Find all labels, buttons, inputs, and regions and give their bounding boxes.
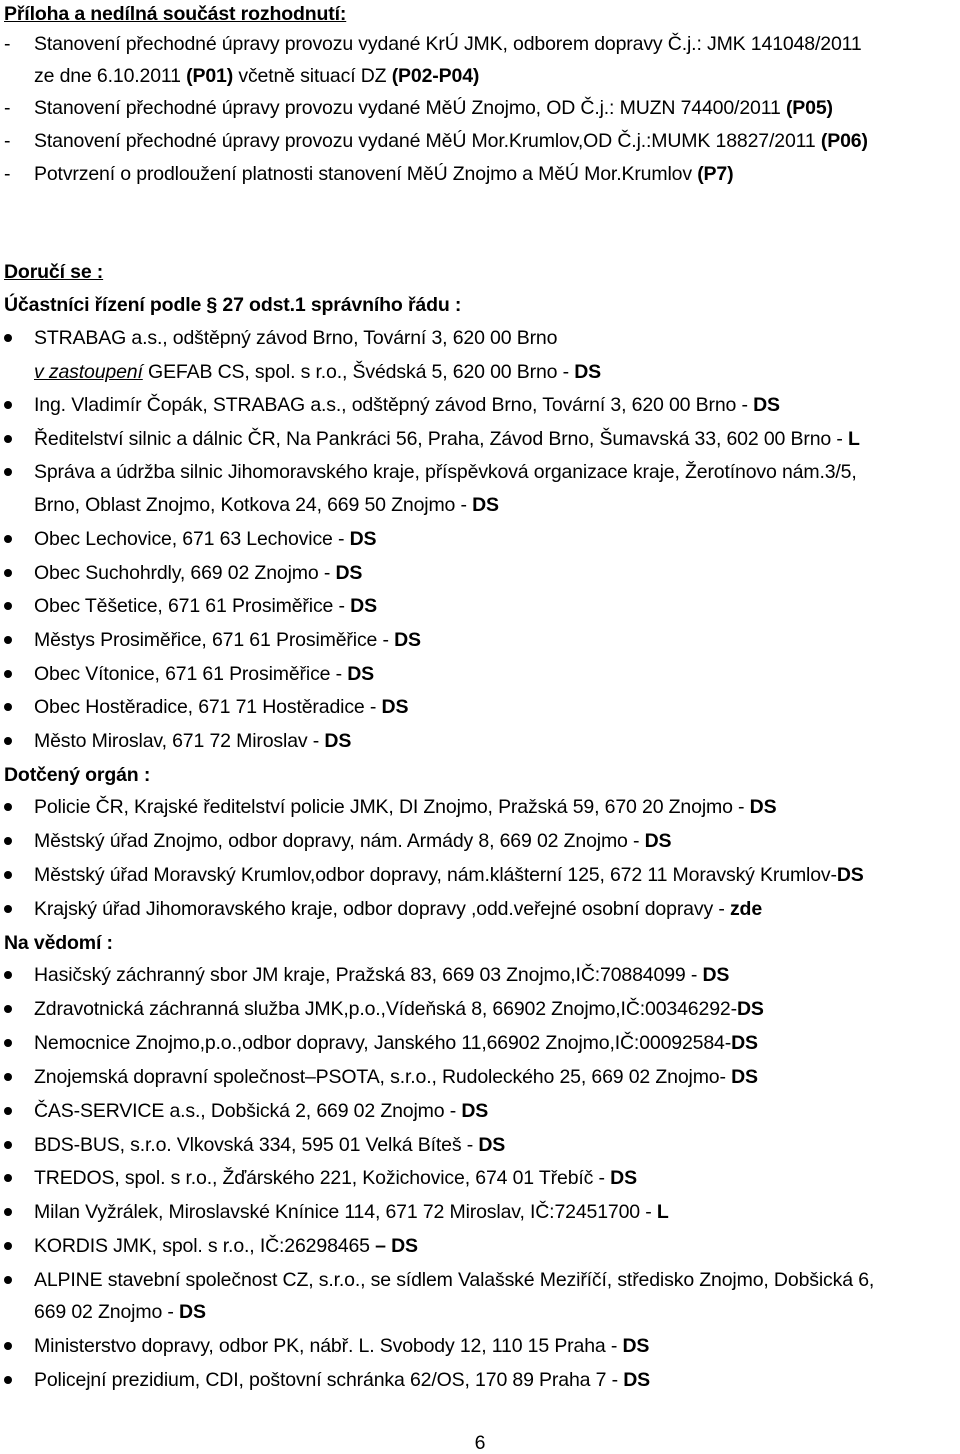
- dash-marker: -: [4, 130, 11, 152]
- document-page: Příloha a nedílná součást rozhodnutí: - Stanovení přechodné úpravy provozu vydané KrÚ JMK, odborem dopravy Č.j.: JMK 141048/2011 ze dne 6.10.2011 (P01) včetně situací DZ (P02-P04) - Stanovení přechodné úpravy provozu vydané MěÚ Znojmo, OD Č.j.: MUZN 74400/2011 (P05) - Stanovení přechodné úpravy provozu vydané MěÚ Mor.Krumlov,OD Č.j.:MUMK 18827/2011 (P06) - Potvrzení o prodloužení platnosti stanovení MěÚ Znojmo a MěÚ Mor.Krumlov (P7) Doručí se : Účastníci řízení podle § 27 odst.1 správního řádu : STRABAG a.s., odštěpný závod Brno, Tovární 3, 620 00 Brno v zastoupení GEFAB CS, spol. s r.o., Švédská 5, 620 00 Brno - DS Ing. Vladimír Čopák, STRABAG a.s., odštěpný závod Brno, Tovární 3, 620 00 Brno - DS Ředitelství silnic a dálnic ČR, Na Pankráci 56, Praha, Závod Brno, Šumavská 33, 602 00 Brno - L Správa a údržba silnic Jihomoravského kraje, příspěvková organizace kraje, Žerotínovo nám.3/5, Brno, Oblast Znojmo, Kotkova 24, 669 50 Znojmo - DS Obec Lechovice, 671 63 Lechovice - DS Obec Suchohrdly, 669 02 Znojmo - DS Obec Těšetice, 671 61 Prosiměřice - DS Městys Prosiměřice, 671 61 Prosiměřice - DS Obec Vítonice, 671 61 Prosiměřice - DS Obec Hostěradice, 671 71 Hostěradice - DS Město Miroslav, 671 72 Miroslav - DS Dotčený orgán : Policie ČR, Krajské ředitelství policie JMK, DI Znojmo, Pražská 59, 670 20 Znojmo - DS Městský úřad Znojmo, odbor dopravy, nám. Armády 8, 669 02 Znojmo - DS Městský úřad Moravský Krumlov,odbor dopravy, nám.klášterní 125, 672 11 Moravský Krumlov-DS Krajský úřad Jihomoravského kraje, odbor dopravy ,odd.veřejné osobní dopravy - zde Na vědomí : Hasičský záchranný sbor JM kraje, Pražská 83, 669 03 Znojmo,IČ:70884099 - DS Zdravotnická záchranná služba JMK,p.o.,Vídeňská 8, 66902 Znojmo,IČ:00346292-DS Nemocnice Znojmo,p.o.,odbor dopravy, Janského 11,66902 Znojmo,IČ:00092584-DS Znojemská dopravní společnost–PSOTA, s.r.o., Rudoleckého 25, 669 02 Znojmo- DS ČAS-SERVICE a.s., Dobšická 2, 669 02 Znojmo - DS BDS-BUS, s.r.o. Vlkovská 334, 595 01 Velká Bíteš - DS TREDOS, spol. s r.o., Žďárského 221, Kožichovice, 674 01 Třebíč - DS Milan Vyžrálek, Miroslavské Knínice 114, 671 72 Miroslav, IČ:72451700 - L KORDIS JMK, spol. s r.o., IČ:26298465 – DS ALPINE stavební společnost CZ, s.r.o., se sídlem Valašské Meziříčí, středisko Znojmo, Dobšická 6, 669 02 Znojmo - DS Ministerstvo dopravy, odbor PK, nábř. L. Svobody 12, 110 15 Praha - DS Policejní prezidium, CDI, poštovní schránka 62/OS, 170 89 Praha 7 - DS 6: [0, 0, 960, 1454]
- authority-heading: Dotčený orgán :: [4, 764, 151, 786]
- bullet-icon: [4, 569, 12, 577]
- participant-item-continuation: Brno, Oblast Znojmo, Kotkova 24, 669 50 Znojmo - DS: [34, 494, 499, 516]
- bullet-icon: [4, 1276, 12, 1284]
- participant-item-continuation: v zastoupení GEFAB CS, spol. s r.o., Švédská 5, 620 00 Brno - DS: [34, 361, 602, 383]
- bullet-icon: [4, 905, 12, 913]
- bullet-icon: [4, 1039, 12, 1047]
- bullet-icon: [4, 468, 12, 476]
- bullet-icon: [4, 1208, 12, 1216]
- deliver-heading: Doručí se :: [4, 261, 104, 283]
- bullet-icon: [4, 803, 12, 811]
- bullet-icon: [4, 435, 12, 443]
- bullet-icon: [4, 670, 12, 678]
- bullet-icon: [4, 737, 12, 745]
- bullet-icon: [4, 334, 12, 342]
- attachment-item-continuation: ze dne 6.10.2011 (P01) včetně situací DZ (P02-P04): [34, 65, 480, 87]
- bullet-icon: [4, 1342, 12, 1350]
- dash-marker: -: [4, 33, 11, 55]
- bullet-icon: [4, 703, 12, 711]
- bullet-icon: [4, 1005, 12, 1013]
- bullet-icon: [4, 1174, 12, 1182]
- page-number: 6: [474, 1432, 486, 1454]
- bullet-icon: [4, 837, 12, 845]
- bullet-icon: [4, 535, 12, 543]
- bullet-icon: [4, 871, 12, 879]
- bullet-icon: [4, 1073, 12, 1081]
- bullet-icon: [4, 602, 12, 610]
- participants-heading: Účastníci řízení podle § 27 odst.1 správního řádu :: [4, 294, 462, 316]
- bullet-icon: [4, 1376, 12, 1384]
- bullet-icon: [4, 636, 12, 644]
- notice-item-continuation: 669 02 Znojmo - DS: [34, 1301, 206, 1323]
- bullet-icon: [4, 401, 12, 409]
- notice-heading: Na vědomí :: [4, 932, 113, 954]
- dash-marker: -: [4, 97, 11, 119]
- bullet-icon: [4, 1107, 12, 1115]
- dash-marker: -: [4, 163, 11, 185]
- bullet-icon: [4, 1141, 12, 1149]
- bullet-icon: [4, 1242, 12, 1250]
- attachment-heading: Příloha a nedílná součást rozhodnutí:: [4, 3, 347, 25]
- bullet-icon: [4, 971, 12, 979]
